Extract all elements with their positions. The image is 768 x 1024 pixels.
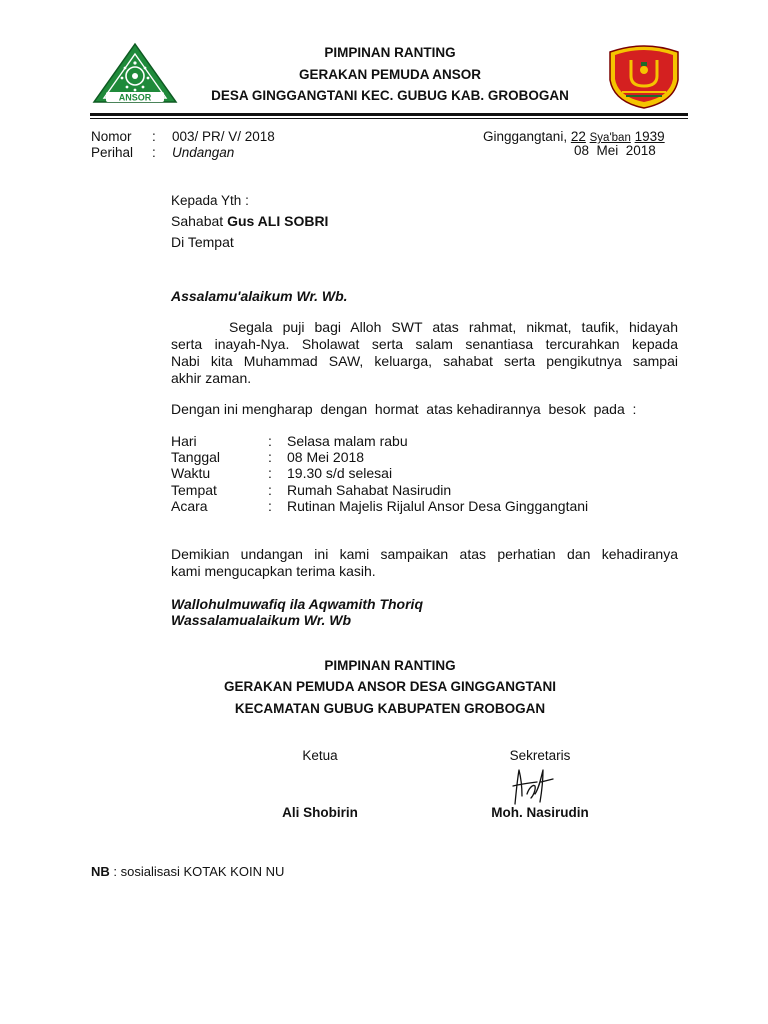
paragraph-line: akhir zaman. — [171, 370, 252, 386]
perihal-colon: : — [152, 145, 156, 160]
sign-org-line-3: KECAMATAN GUBUG KABUPATEN GROBOGAN — [234, 701, 546, 716]
detail-colon: : — [268, 498, 272, 514]
sekretaris-name: Moh. Nasirudin — [491, 805, 589, 820]
ketua-role: Ketua — [302, 748, 338, 763]
detail-value: 08 Mei 2018 — [287, 449, 365, 465]
invitation-sentence: Dengan ini mengharap dengan hormat atas kehadirannya besok pada : — [171, 401, 637, 417]
nomor-value: 003/ PR/ V/ 2018 — [172, 129, 275, 144]
footnote-text: : sosialisasi KOTAK KOIN NU — [109, 864, 285, 879]
detail-value: 19.30 s/d selesai — [287, 465, 393, 481]
header-line-1: PIMPINAN RANTING — [324, 45, 456, 60]
letter-date-masehi: 08 Mei 2018 — [574, 143, 656, 158]
opening-salam: Assalamu'alaikum Wr. Wb. — [171, 288, 348, 304]
letter-date-hijri — [483, 129, 665, 144]
opening-paragraph — [171, 319, 678, 387]
closing-salam: Wassalamualaikum Wr. Wb — [171, 612, 351, 628]
detail-label: Acara — [171, 498, 208, 514]
handwritten-signature — [505, 764, 557, 808]
detail-colon: : — [268, 482, 272, 498]
detail-label: Waktu — [171, 465, 211, 481]
footnote-label: NB — [91, 864, 110, 879]
paragraph-line: kami mengucapkan terima kasih. — [171, 563, 376, 579]
recipient-prefix: Sahabat — [171, 213, 224, 229]
hijri-month: Sya'ban — [589, 132, 631, 144]
header-line-2: GERAKAN PEMUDA ANSOR — [298, 67, 481, 82]
sekretaris-role: Sekretaris — [509, 748, 571, 763]
detail-value: Rutinan Majelis Rijalul Ansor Desa Ginggangtani — [287, 498, 589, 514]
hijri-day: 22 — [570, 129, 586, 144]
detail-colon: : — [268, 465, 272, 481]
date-place: Ginggangtani, — [483, 129, 568, 144]
header-line-3: DESA GINGGANGTANI KEC. GUBUG KAB. GROBOGAN — [211, 88, 569, 103]
closing-wallohul: Wallohulmuwafiq ila Aqwamith Thoriq — [171, 596, 423, 612]
grobogan-emblem — [604, 40, 684, 110]
nomor-colon: : — [152, 129, 156, 144]
paragraph-line: Segala puji bagi Alloh SWT atas rahmat, nikmat, taufik, hidayah — [229, 319, 678, 335]
perihal-value: Undangan — [172, 145, 235, 160]
paragraph-line: Nabi kita Muhammad SAW, keluarga, sahabat serta pengikutnya sampai — [171, 353, 678, 369]
detail-value: Selasa malam rabu — [287, 433, 408, 449]
recipient-name-line — [171, 213, 328, 229]
sign-org-line-2: GERAKAN PEMUDA ANSOR DESA GINGGANGTANI — [223, 679, 556, 694]
recipient-name: Gus ALI SOBRI — [227, 213, 329, 229]
detail-colon: : — [268, 433, 272, 449]
ansor-logo — [92, 42, 178, 104]
detail-label: Tanggal — [171, 449, 221, 465]
sign-org-line-1: PIMPINAN RANTING — [324, 658, 456, 673]
detail-label: Tempat — [171, 482, 217, 498]
perihal-label: Perihal — [91, 145, 134, 160]
header-rule-thin — [90, 118, 688, 119]
ketua-name: Ali Shobirin — [282, 805, 358, 820]
nomor-label: Nomor — [91, 129, 132, 144]
recipient-greeting: Kepada Yth : — [171, 193, 249, 208]
detail-label: Hari — [171, 433, 197, 449]
detail-value: Rumah Sahabat Nasirudin — [287, 482, 452, 498]
detail-colon: : — [268, 449, 272, 465]
svg-text:ANSOR: ANSOR — [118, 92, 152, 103]
header-rule — [90, 113, 688, 116]
footnote — [91, 864, 284, 879]
hijri-year: 1939 — [634, 129, 665, 144]
paragraph-line: serta inayah-Nya. Sholawat serta salam senantiasa tercurahkan kepada — [171, 336, 678, 352]
recipient-place: Di Tempat — [171, 234, 234, 250]
paragraph-line: Demikian undangan ini kami sampaikan atas perhatian dan kehadiranya — [171, 546, 678, 562]
closing-paragraph — [171, 546, 678, 580]
